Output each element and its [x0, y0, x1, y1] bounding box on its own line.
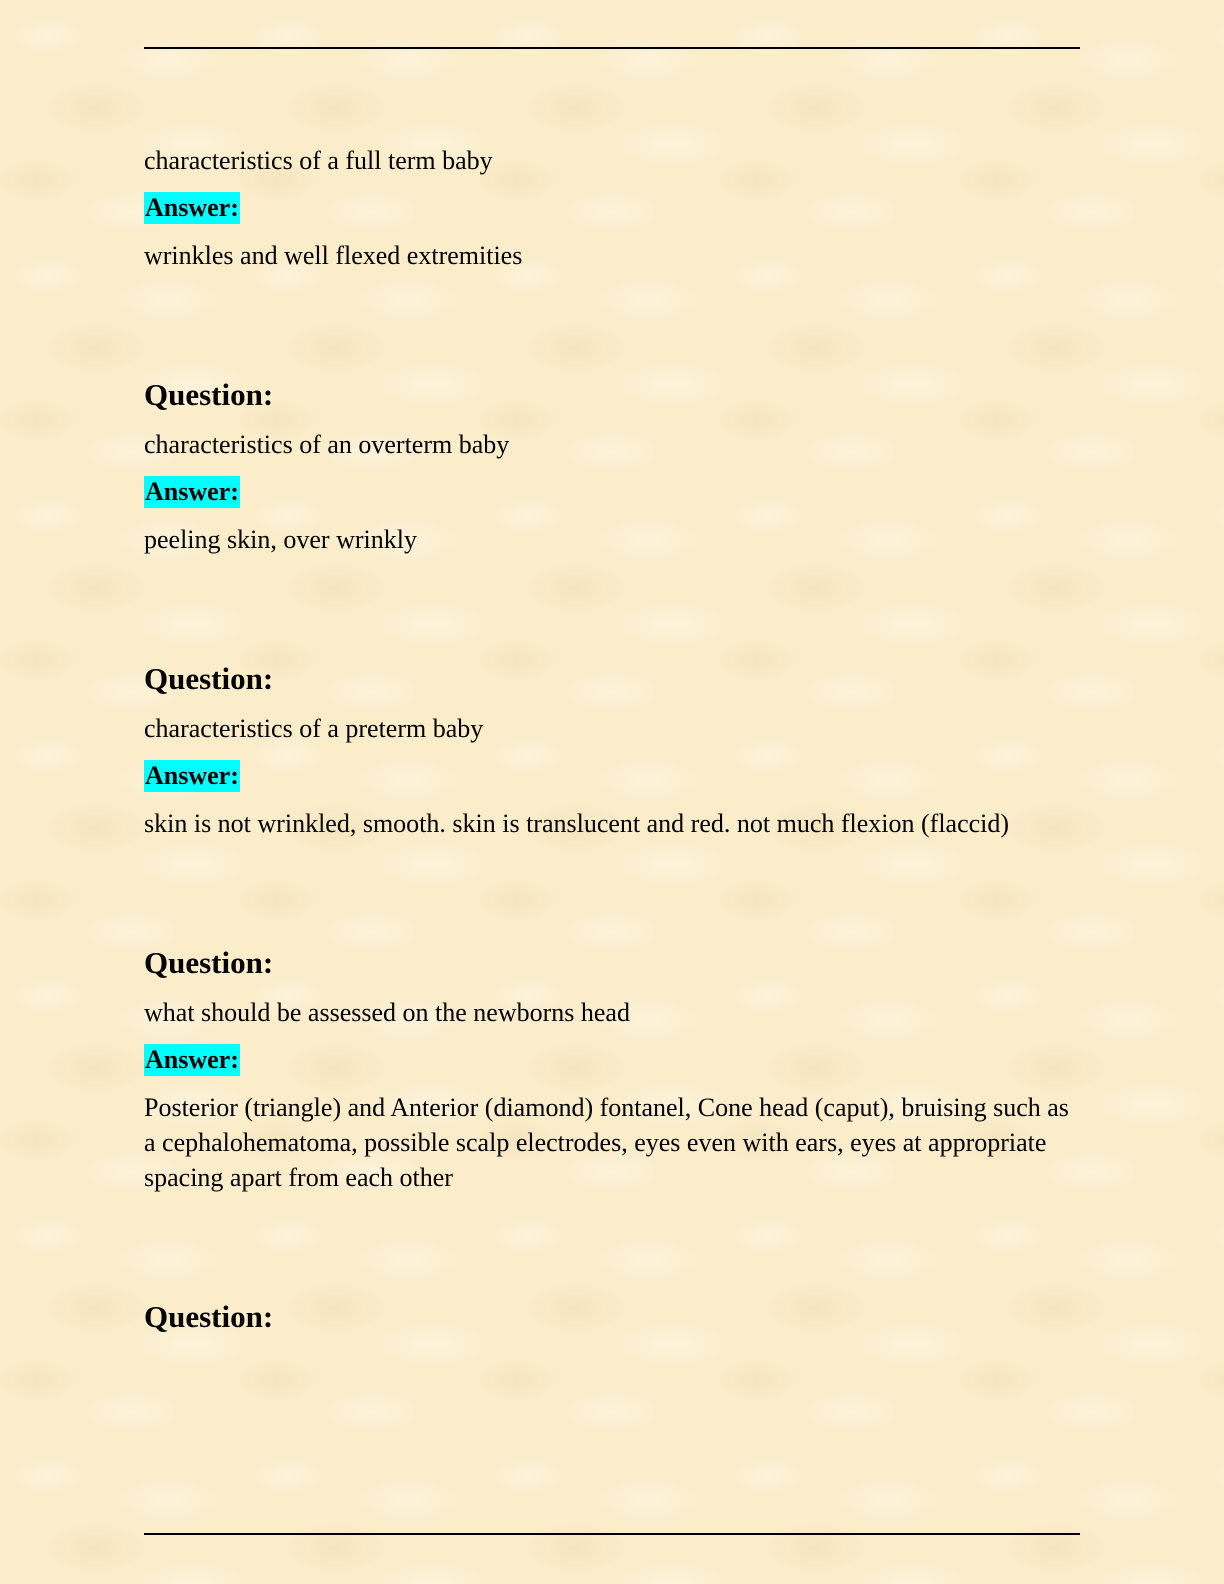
answer-text: skin is not wrinkled, smooth. skin is translucent and red. not much flexion (flaccid)	[144, 809, 1010, 838]
question-label: Question:	[144, 1299, 274, 1334]
top-rule	[144, 47, 1080, 49]
question-label: Question:	[144, 945, 274, 980]
answer-label: Answer:	[145, 477, 239, 506]
answer-text: wrinkles and well flexed extremities	[144, 241, 523, 270]
answer-label: Answer:	[145, 761, 239, 790]
bottom-rule	[144, 1533, 1080, 1535]
qa-card-5	[144, 1299, 1080, 1335]
answer-text: Posterior (triangle) and Anterior (diamond) fontanel, Cone head (caput), bruising such as a cephalohematoma, possible scalp electrodes, eyes even with ears, eyes at appropriate spacing apart from each other	[144, 1093, 1069, 1192]
qa-card-1	[144, 143, 1080, 273]
qa-card-2	[144, 377, 1080, 557]
question-text: what should be assessed on the newborns head	[144, 998, 630, 1027]
qa-card-3	[144, 661, 1080, 841]
answer-label: Answer:	[145, 193, 239, 222]
answer-text: peeling skin, over wrinkly	[144, 525, 417, 554]
question-text: characteristics of an overterm baby	[144, 430, 510, 459]
flashcard-list	[144, 143, 1080, 1349]
question-label: Question:	[144, 377, 274, 412]
qa-card-4	[144, 945, 1080, 1195]
question-text: characteristics of a preterm baby	[144, 714, 484, 743]
question-label: Question:	[144, 661, 274, 696]
question-text: characteristics of a full term baby	[144, 146, 493, 175]
answer-label: Answer:	[145, 1045, 239, 1074]
